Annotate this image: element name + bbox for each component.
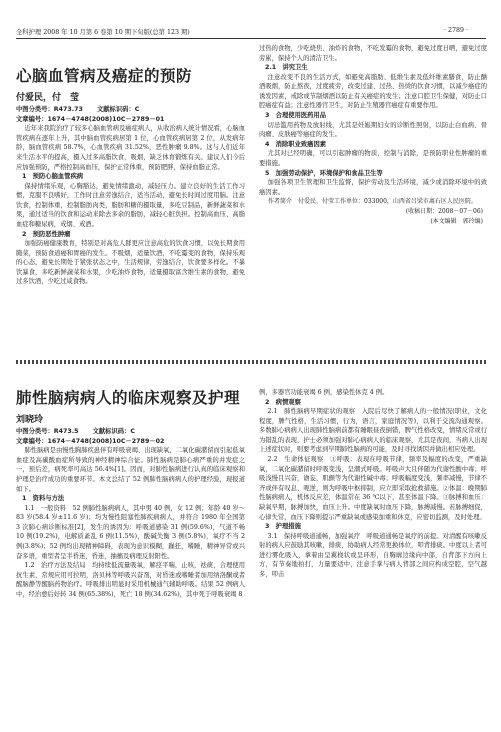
article2-section-2-2: 2.2 生命体征观察 ①呼吸：表现在呼吸节律，频率及幅度的改变，严重缺氧，二氧化碳潴留时呼吸变浅，呈潮式呼吸。呼吸声大且伴随为代谢性酸中毒；呼吸浅慢且兴奋，谵妄，肌颤等为代谢性碱中毒；呼吸幅度变浅，频率减慢，节律不齐或伴有叹息、呃逆，则为呼吸中枢抑制，应立即采取抢救措施。②体温：晚期肺性脑病病人，机体反应差，体温常在 36 ℃以下，甚至体温下降。③脉搏和血压：缺氧早期，脉搏加快，血压上升。中度缺氧时血压下降，脉搏减慢。若脉搏细促，心律失常，血压下降则提示严重缺氧或感染加重和休克，应密切监测，及时处理。 xyxy=(259,456,487,521)
article1-para-3: 加强防癌健康教育，特别是对高危人群更应注意高危的饮食习惯，以免长期食用腌菜，预防食道癌和胃癌的发生。不吸烟，适量饮酒，不吃霉变的食物，保持乐观的心态，避免长期处于紧张状态之中，生活规律，劳逸结合，饮食要多样化。不暴饮暴食，多吃新鲜蔬菜和水果，少吃油炸食物，适量摄取富含维生素的食物，避免过多饮酒，少吃过咸食物。 xyxy=(16,240,245,286)
article1-article-no: 文章编号：1674－4748(2008)10C－2789－01 xyxy=(16,115,165,123)
article1-left-column xyxy=(16,66,245,358)
article1-clc: 中图分类号：R473.73 xyxy=(16,106,83,113)
article2-section-2-1: 2.1 肺性脑病早期症状的观察 入院后尽快了解病人的一般情况(职业，文化程度，脾气性格，生活习惯，行为，语言，家庭情况等)，以利于交流沟通观察。多数肺心病病人出现肺性脑病前都有睡眠昼夜倒错，脾气性格改变，情绪反常或行为错乱的表现，护士必须加强对肺心病病人的临床观察，尤其是夜间，当病人出现上述症状时，则要考虑到早期肺性脑病的可能，及时寻找诱因并做出相应处理。 xyxy=(259,408,487,454)
article2-continued: 例，多器官功能衰竭 6 例，感染性休克 4 例。 xyxy=(259,389,389,396)
running-header-journal: 全科护理 2008 年 10 月第 6 卷第 10 期下旬版(总第 123 期) xyxy=(16,29,190,36)
article1-section-1: 1 预防心脑血管疾病 xyxy=(22,173,84,181)
article1-section-2-1: 2.1 讲究卫生 xyxy=(265,64,308,72)
article2-section-2: 2 病情观察 xyxy=(265,398,301,406)
article1-section-3: 3 合理使用医药用品 xyxy=(265,112,327,120)
article2-classification xyxy=(16,427,245,437)
article2-article-no: 文章编号：1674－4748(2008)10C－2789－02 xyxy=(16,437,165,445)
article1-para-7: 尤其对已经明确，可以引起肿瘤的物质，控制与消除，是预防职业性肿瘤的重要措施。 xyxy=(259,150,487,167)
article1-editor: (本文编辑 郭玲编) xyxy=(430,217,483,225)
article2-doc-code: 文献标识码：C xyxy=(92,428,135,435)
article2-section-1: 1 资料与方法 xyxy=(22,495,65,503)
article1-para-6: 切忌滥用药物及放射线，尤其是妊娠期妇女的诊断性照射，以防止白血病、骨肉瘤、皮肤癌等癌症的发生。 xyxy=(259,121,487,139)
article1-para-5: 注意改变不良的生活方式，如避免高脂肪、低维生素及低纤维素膳食，防止酗酒吸烟，防止熬夜，过度疲劳，改变过建、过热、热烫的饮食习惯，以减少癌症的诱发因素，戒除或节制烟酒以防止有关癌症的发生；注意口腔卫生保健，对防止口腔癌症有益；注意性器官卫生，对防止生殖器官癌症有重要作用。 xyxy=(259,73,487,110)
article2-title: 肺性脑病病人的临床观察及护理 xyxy=(16,389,241,407)
article2-section-1-2: 1.2 治疗方法及结局 均持续低流量吸氧，解痉平喘，止咳，祛痰，合理使用抗生素，常规应用可拉明，洛贝林等呼吸兴奋剂，对昏迷或嗜睡者加用纳洛酮或者醒脑静等醒脑药物治疗。呼吸排出明显时采用机械通气辅助呼吸。结果 52 例病人中，经治愈后好转 34 例(65.38%)，死亡 18 例(34.62%)，其中死于呼吸衰竭 8 xyxy=(16,562,245,598)
article2-right-column xyxy=(259,388,487,728)
article1-para-8: 加强各项卫生管理和卫生监督，保护劳动及生活环境，减少或消除环境中的致癌因素。 xyxy=(259,179,487,196)
article1-title: 心脑血管病及癌症的预防 xyxy=(16,67,193,85)
article2-section-3: 3 护理措施 xyxy=(265,523,301,531)
header-rule xyxy=(16,38,486,39)
article2-section-3-1: 3.1 保持呼吸道通畅，加强氧疗 呼吸道通畅是氧疗的前提。对清醒有咳嗽反射的病人应鼓励其咳嗽，排痰，协助病人经常更换体位，叩背排痰。中度以上者可进行雾化吸入，拿着由呈翼桡状或呈环形，自胸廓边缘向中部，自背部下方向上方，有节奏地拍打，力量要适中，注意手掌与病人背部之间应构成空腔，空气越多，叩击 xyxy=(259,532,487,579)
page-number: · 2789 · xyxy=(444,27,469,34)
article1-para-4: 过热的食物，少吃烧焦、油炸的食物，不吃发霉的食物，避免过度日晒，避免过度劳累，保持个人的清洁卫生。 xyxy=(259,45,487,62)
article1-doc-code: 文献标识码：C xyxy=(96,106,140,113)
article2-authors: 刘晓玲 xyxy=(16,415,44,425)
article2-abstract: 肺性脑病是由慢性胸肺疾患伴有呼吸衰竭、出现缺氧，二氧化碳潴留而引起低氧血症及高碳酸血症所导致的神经精神综合征。肺性脑病是肺心病严重的并发症之一，预后差，病死率可高达 56.4%[1]。因而，对肺性脑病进行认真的临床观察和护理是治疗成功的重要环节。本文总结了 52 例肺性脑病病人的护理经验，现报道如下。 xyxy=(16,447,245,493)
article1-classification xyxy=(16,105,245,115)
article1-authors: 付爱民，付 莹 xyxy=(16,93,80,103)
article1-intro: 近年来我院治疗了较多心脑血管病及癌症病人，从收治病人统计情况看，心脑血管疾病在逐年上升，其中脑血管疾病居第 1 位，心血管疾病居第 2 位，从发病年龄，脑血管疾病 58.7%，心血管疾病 31.52%，恶性肿瘤 9.8%。这与人们近年来生活水平的提高，摄入过多高脂饮食，吸烟，缺乏体育锻炼有关。建议人们今后应加强预防，严格控制高血压，保护正常体重，预防肥胖，保持血脂正常。 xyxy=(16,125,245,171)
article2-clc: 中图分类号：R473.5 xyxy=(16,428,79,435)
article1-received-date: (收稿日期：2008－07－06) xyxy=(405,207,483,215)
article2-left-column xyxy=(16,388,245,728)
article-divider xyxy=(16,360,486,364)
article1-section-4: 4 消除职业致癌因素 xyxy=(265,140,327,148)
article1-para-2: 保持情绪乐观，心胸豁达，避免情绪激动，减轻压力。建立良好的生活工作习惯，克服不良嗜好，工作时注意劳逸结合，适当活动，避免长时间过度用脑。注意饮食，控制体重，控制脂肪肉类，脂肪和糖的摄取量，多吃豆制品，新鲜蔬菜和水果，通过适当的饮食和运动来除去多余的脂肪，减轻心脏负担。控制高血压、高脂血症和糖尿病，戒烟、戒酒。 xyxy=(16,182,245,228)
article1-section-5: 5 加强劳动保护，环境保护和食品卫生等 xyxy=(265,169,383,177)
article1-section-2: 2 预防恶性肿瘤 xyxy=(22,230,71,238)
article2-section-1-1: 1.1 一般资料 52 例肺性脑病病人，其中男 40 例，女 12 例；年龄 40 岁～83 岁(58.4 岁±11.6 岁)；均为慢性阻塞性肺疾病病人，并符合 1980 年全国第 3 次肺心病诊断标准[2]，发生的诱因为：呼吸道感染 31 例(59.6%)，气道不畅 10 例(19.2%)，电解质紊乱 6 例(11.5%)，酸碱失衡 3 例(5.8%)，氧疗不当 2 例(3.8%)；52 例均出现精神障碍，表现为意识模糊，躁狂，嗜睡，精神异常或兴奋多语，重型者呈半昏迷，昏迷，抽搐及病理反射阳性。 xyxy=(16,504,245,560)
article1-right-column xyxy=(259,44,487,358)
article1-author-bio: 作者简介 付爱民，付莹工作单位：033000，山西省吕梁市离石区人民医院。 xyxy=(268,198,477,206)
